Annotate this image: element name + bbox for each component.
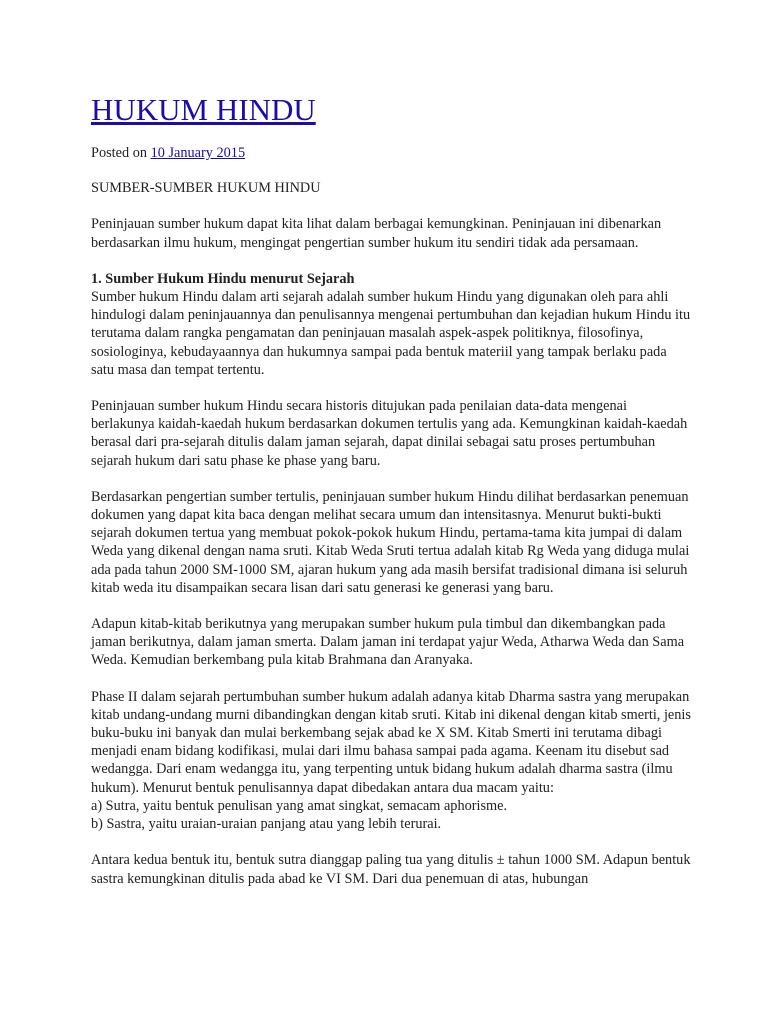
list-item: a) Sutra, yaitu bentuk penulisan yang amat singkat, semacam aphorisme. xyxy=(91,797,508,814)
paragraph: Peninjauan sumber hukum dapat kita lihat dalam berbagai kemungkinan. Peninjauan ini dibenarkan berdasarkan ilmu hukum, mengingat pengertian sumber hukum itu sendiri tidak ada persamaan. xyxy=(91,216,662,251)
paragraph: Phase II dalam sejarah pertumbuhan sumber hukum adalah adanya kitab Dharma sastra yang merupakan kitab undang-undang murni dibandingkan dengan kitab sruti. Kitab ini dikenal dengan kitab smerti, jenis buku-buku ini banyak dan mulai berkembang sejak abad ke X SM. Kitab Smerti ini terutama dibagi menjadi enam bidang kodifikasi, mulai dari ilmu bahasa sampai pada agama. Keenam itu disebut sad wedangga. Dari enam wedangga itu, yang terpenting untuk bidang hukum adalah dharma sastra (ilmu hukum). Menurut bentuk penulisannya dapat dibedakan antara dua macam yaitu: xyxy=(91,688,691,796)
list-item: b) Sastra, yaitu uraian-uraian panjang atau yang lebih terurai. xyxy=(91,816,442,833)
paragraph: Berdasarkan pengertian sumber tertulis, peninjauan sumber hukum Hindu dilihat berdasarkan penemuan dokumen yang dapat kita baca dengan melihat secara umum dan intensitasnya. Menurut bukti-bukti sejarah dokumen tertua yang membuat pokok-pokok hukum Hindu, pertama-tama kita jumpai di dalam Weda yang dikenal dengan nama sruti. Kitab Weda Sruti tertua adalah kitab Rg Weda yang diduga mulai ada pada tahun 2000 SM-1000 SM, ajaran hukum yang ada masih bersifat tradisional dimana isi seluruh kitab weda itu disampaikan secara lisan dari satu generasi ke generasi yang baru. xyxy=(91,488,690,596)
section-heading: 1. Sumber Hukum Hindu menurut Sejarah xyxy=(91,270,355,287)
post-date-link[interactable]: 10 January 2015 xyxy=(150,145,246,161)
article-subtitle: SUMBER-SUMBER HUKUM HINDU xyxy=(91,180,321,197)
post-meta xyxy=(91,144,691,162)
post-title-link[interactable]: HUKUM HINDU xyxy=(91,92,316,127)
post-title xyxy=(91,92,691,128)
paragraph: Antara kedua bentuk itu, bentuk sutra dianggap paling tua yang ditulis ± tahun 1000 SM. Adapun bentuk sastra kemungkinan ditulis pada abad ke VI SM. Dari dua penemuan di atas, hubungan xyxy=(91,852,691,887)
paragraph: Sumber hukum Hindu dalam arti sejarah adalah sumber hukum Hindu yang digunakan oleh para ahli hindulogi dalam peninjauannya dan penulisannya mengenai pertumbuhan dan kejadian hukum Hindu itu terutama dalam rangka pengamatan dan peninjauan masalah aspek-aspek politiknya, filosofinya, sosiologinya, kebudayaannya dan hukumnya sampai pada bentuk materiil yang tampak berlaku pada satu masa dan tempat tertentu. xyxy=(91,289,691,378)
paragraph: Adapun kitab-kitab berikutnya yang merupakan sumber hukum pula timbul dan dikembangkan pada jaman berikutnya, dalam jaman smerta. Dalam jaman ini terdapat yajur Weda, Atharwa Weda dan Sama Weda. Kemudian berkembang pula kitab Brahmana dan Aranyaka. xyxy=(91,616,685,669)
posted-on-label: Posted on xyxy=(91,145,148,161)
paragraph: Peninjauan sumber hukum Hindu secara historis ditujukan pada penilaian data-data mengenai berlakunya kaidah-kaedah hukum berdasarkan dokumen tertulis yang ada. Kemungkinan kaidah-kaedah berasal dari pra-sejarah ditulis dalam jaman sejarah, dapat dinilai sebagai satu proses pertumbuhan sejarah hukum dari satu phase ke phase yang baru. xyxy=(91,398,688,469)
article xyxy=(91,92,691,888)
